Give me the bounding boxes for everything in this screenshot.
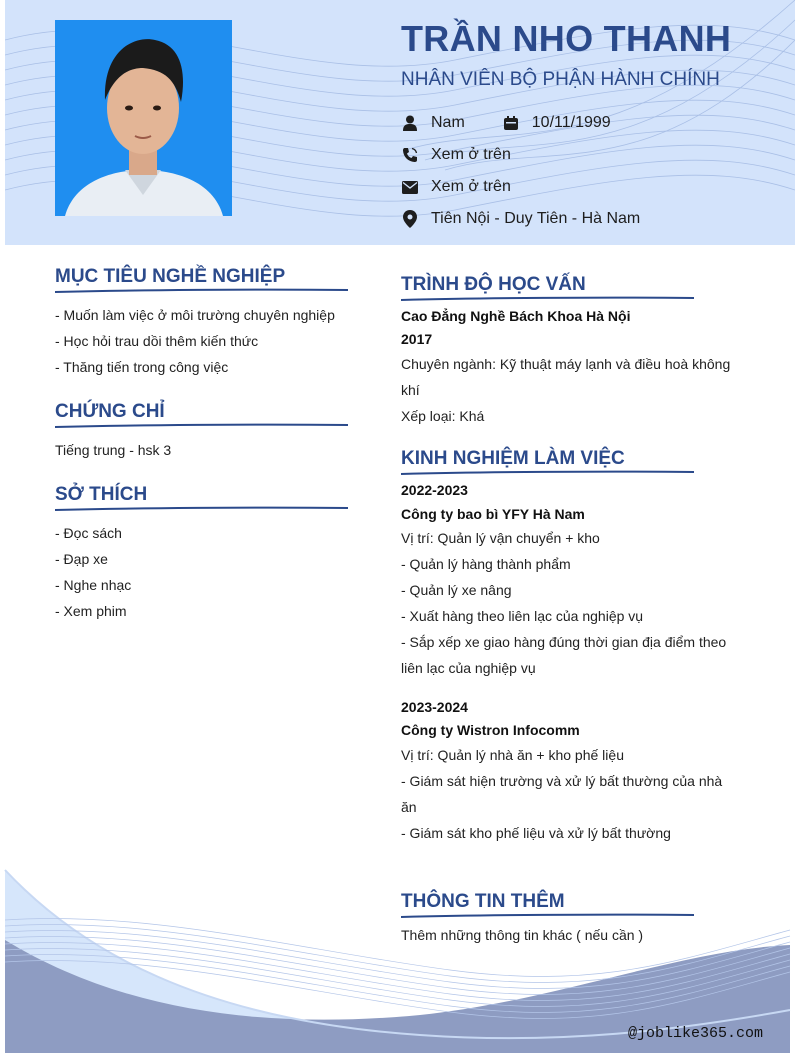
email-value: Xem ở trên — [431, 178, 511, 195]
watermark-handle: @joblike365.com — [628, 1025, 764, 1042]
hobbies-underline — [55, 506, 350, 512]
phone-row — [401, 144, 511, 166]
objective-item: - Muốn làm việc ở môi trường chuyên nghiệp — [55, 307, 335, 323]
job-position: Vị trí: Quản lý nhà ăn + kho phế liệu — [401, 747, 624, 763]
address-row — [401, 208, 640, 230]
job-duty: - Xuất hàng theo liên lạc của nghiệp vụ — [401, 608, 644, 624]
more-info-underline — [401, 913, 696, 919]
education-year: 2017 — [401, 331, 433, 347]
gender-birthday-row — [401, 112, 611, 134]
email-row — [401, 176, 511, 198]
user-icon — [401, 114, 419, 132]
job-duty: - Quản lý xe nâng — [401, 582, 512, 598]
candidate-job-title: NHÂN VIÊN BỘ PHẬN HÀNH CHÍNH — [401, 69, 720, 90]
objective-item: - Thăng tiến trong công việc — [55, 359, 229, 375]
certificates-title: CHỨNG CHỈ — [55, 401, 165, 422]
job-duty: - Quản lý hàng thành phẩm — [401, 556, 571, 572]
calendar-icon — [502, 114, 520, 132]
experience-underline — [401, 470, 696, 476]
header-band — [5, 0, 795, 245]
education-title: TRÌNH ĐỘ HỌC VẤN — [401, 274, 586, 295]
envelope-icon — [401, 178, 419, 196]
education-major-cont: khí — [401, 382, 420, 398]
candidate-name: TRẦN NHO THANH — [401, 18, 732, 59]
education-major: Chuyên ngành: Kỹ thuật máy lạnh và điều hoà không — [401, 356, 731, 372]
education-school: Cao Đẳng Nghề Bách Khoa Hà Nội — [401, 308, 631, 324]
certificates-underline — [55, 423, 350, 429]
hobby-item: - Xem phim — [55, 603, 127, 619]
more-info-title: THÔNG TIN THÊM — [401, 891, 565, 912]
job-period: 2023-2024 — [401, 699, 468, 715]
objective-underline — [55, 288, 350, 294]
job-company: Công ty bao bì YFY Hà Nam — [401, 506, 585, 522]
hobby-item: - Nghe nhạc — [55, 577, 132, 593]
job-duty: liên lạc của nghiệp vụ — [401, 660, 536, 676]
location-pin-icon — [401, 210, 419, 228]
phone-value: Xem ở trên — [431, 146, 511, 163]
objective-title: MỤC TIÊU NGHỀ NGHIỆP — [55, 266, 286, 287]
job-position: Vị trí: Quản lý vận chuyển + kho — [401, 530, 600, 546]
hobby-item: - Đọc sách — [55, 525, 122, 541]
more-info-text: Thêm những thông tin khác ( nếu cần ) — [401, 927, 644, 943]
gender-value: Nam — [431, 114, 465, 131]
experience-title: KINH NGHIỆM LÀM VIỆC — [401, 448, 625, 469]
education-underline — [401, 296, 696, 302]
hobby-item: - Đạp xe — [55, 551, 108, 567]
phone-icon — [401, 146, 419, 164]
job-duty: ăn — [401, 799, 417, 815]
birthday-value: 10/11/1999 — [531, 114, 611, 131]
job-period: 2022-2023 — [401, 482, 468, 498]
job-duty: - Giám sát hiện trường và xử lý bất thường của nhà — [401, 773, 723, 789]
job-duty: - Sắp xếp xe giao hàng đúng thời gian địa điểm theo — [401, 634, 727, 650]
education-grade: Xếp loại: Khá — [401, 408, 485, 424]
profile-photo — [55, 20, 232, 216]
job-company: Công ty Wistron Infocomm — [401, 722, 580, 738]
certificate-item: Tiếng trung - hsk 3 — [55, 442, 172, 458]
job-duty: - Giám sát kho phế liệu và xử lý bất thường — [401, 825, 671, 841]
objective-item: - Học hỏi trau dồi thêm kiến thức — [55, 333, 259, 349]
hobbies-title: SỞ THÍCH — [55, 484, 148, 505]
address-value: Tiên Nội - Duy Tiên - Hà Nam — [431, 210, 641, 227]
